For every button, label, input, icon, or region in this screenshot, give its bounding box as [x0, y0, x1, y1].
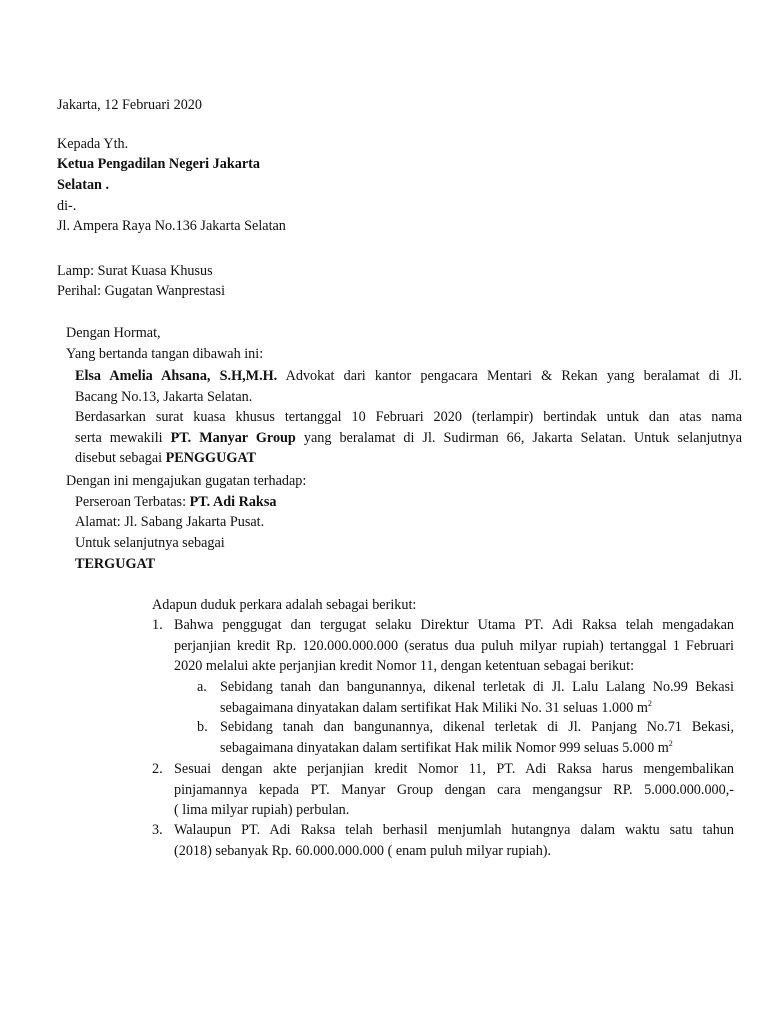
plaintiff-line-2: Bacang No.13, Jakarta Selatan. — [75, 388, 253, 405]
defendant-company-line: Perseroan Terbatas: PT. Adi Raksa — [75, 494, 277, 510]
plaintiff-line-4: serta mewakili PT. Manyar Group yang beralamat di Jl. Sudirman 66, Jakarta Selatan. Untuk selanjutnya — [75, 429, 742, 446]
sub-list-item: a. Sebidang tanah dan bangunannya, dikenal terletak di Jl. Lalu Lalang No.99 Bekasi sebagaimana dinyatakan dalam sertifikat Hak Miliki No. 31 seluas 1.000 $m^2$ — [197, 679, 734, 716]
defendant-role: TERGUGAT — [75, 556, 156, 572]
list-number: 2. — [152, 761, 163, 777]
list-item: 2. Sesuai dengan akte perjanjian kredit Nomor 11, PT. Adi Raksa harus mengembalikan pinjamannya kepada PT. Manyar Group dengan cara mengangsur RP. 5.000.000.000,- ( lima milyar rupiah) perbulan. — [152, 761, 734, 818]
plaintiff-line-5: disebut sebagai PENGGUGAT — [75, 450, 257, 466]
superscript: 2 — [668, 738, 673, 748]
place-date: Jakarta, 12 Februari 2020 — [57, 97, 202, 113]
addressee-line-2: Selatan . — [57, 177, 110, 193]
defendant-address: Alamat: Jl. Sabang Jakarta Pusat. — [75, 514, 265, 530]
perihal-line: Perihal: Gugatan Wanprestasi — [57, 283, 226, 299]
list-number: 1. — [152, 617, 163, 633]
sub-list-letter: b. — [197, 719, 208, 735]
defendant-next: Untuk selanjutnya sebagai — [75, 535, 225, 551]
plaintiff-line-1: Elsa Amelia Ahsana, S.H,M.H. Advokat dari kantor pengacara Mentari & Rekan yang beralamat di Jl. — [75, 368, 742, 384]
to-label: Kepada Yth. — [57, 136, 129, 152]
sub-list-item: b. Sebidang tanah dan bangunannya, dikenal terletak di Jl. Panjang No.71 Bekasi, sebagaimana dinyatakan dalam sertifikat Hak milik Nomor 999 seluas 5.000 $m^2$ — [197, 719, 734, 756]
sub-list-letter: a. — [197, 679, 207, 695]
superscript: 2 — [647, 698, 652, 708]
plaintiff-line-3: Berdasarkan surat kuasa khusus tertanggal 10 Februari 2020 (terlampir) bertindak untuk dan atas nama — [75, 409, 742, 425]
greeting: Dengan Hormat, — [66, 325, 161, 341]
defendant-company: PT. Adi Raksa — [189, 494, 277, 510]
plaintiff-name: Elsa Amelia Ahsana, S.H,M.H. — [75, 368, 278, 384]
addressee-address: Jl. Ampera Raya No.136 Jakarta Selatan — [57, 218, 286, 234]
di-label: di-. — [57, 198, 77, 214]
plaintiff-company: PT. Manyar Group — [170, 429, 296, 446]
plaintiff-paragraph — [75, 366, 742, 469]
plaintiff-role: PENGGUGAT — [165, 450, 257, 466]
list-item: 3. Walaupun PT. Adi Raksa telah berhasil menjumlah hutangnya dalam waktu satu tahun (2018) sebanyak Rp. 60.000.000.000 ( enam puluh milyar rupiah). — [152, 822, 734, 859]
list-number: 3. — [152, 822, 163, 838]
defendant-intro: Dengan ini mengajukan gugatan terhadap: — [66, 473, 307, 489]
addressee-line-1: Ketua Pengadilan Negeri Jakarta — [57, 156, 260, 172]
lamp-line: Lamp: Surat Kuasa Khusus — [57, 263, 213, 279]
signed-below: Yang bertanda tangan dibawah ini: — [66, 346, 264, 362]
list-item: 1. Bahwa penggugat dan tergugat selaku Direktur Utama PT. Adi Raksa telah mengadakan perjanjian kredit Rp. 120.000.000.000 (seratus dua puluh milyar rupiah) tertanggal 1 Februari 2020 melalui akte perjanjian kredit Nomor 11, dengan ketentuan sebagai berikut: — [152, 617, 734, 674]
case-intro: Adapun duduk perkara adalah sebagai berikut: — [152, 597, 417, 613]
